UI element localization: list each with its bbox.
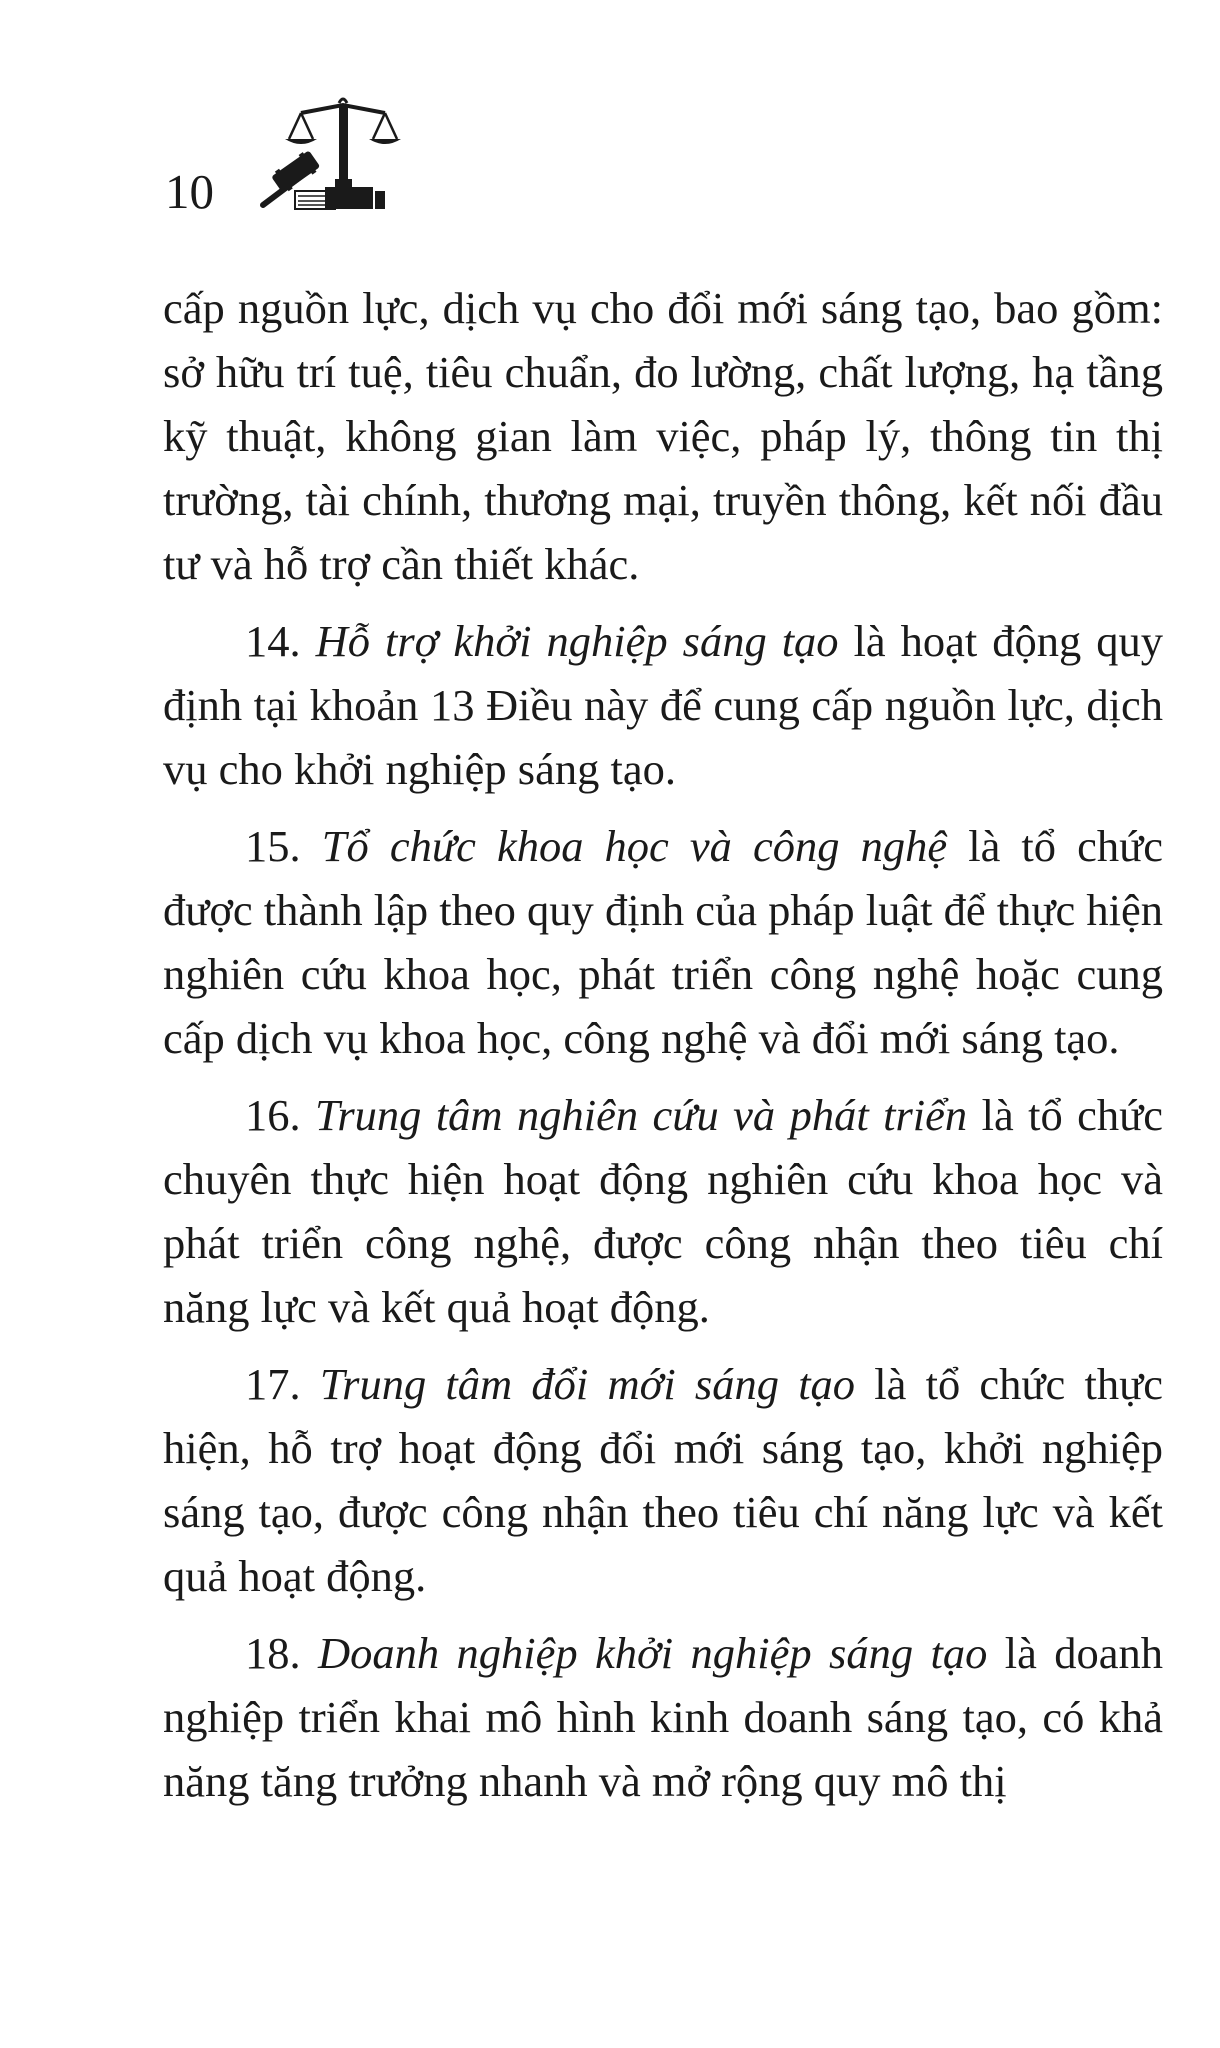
page-header [165,95,465,225]
clause-number: 17. [245,1359,301,1409]
paragraph-text: là tổ chức được thành lập theo quy định của pháp luật để thực hiện nghiên cứu khoa học, phát triển công nghệ hoặc cung cấp dịch vụ khoa học, công nghệ và đổi mới sáng tạo. [163,821,1164,1063]
paragraph-text: cấp nguồn lực, dịch vụ cho đổi mới sáng tạo, bao gồm: sở hữu trí tuệ, tiêu chuẩn, đo lường, chất lượng, hạ tầng kỹ thuật, không gian làm việc, pháp lý, thông tin thị trường, tài chính, thương mại, truyền thông, kết nối đầu tư và hỗ trợ cần thiết khác. [163,283,1163,589]
paragraph-13-continuation [163,276,1163,596]
defined-term: Tổ chức khoa học và công nghệ [321,821,948,871]
defined-term: Hỗ trợ khởi nghiệp sáng tạo [315,616,839,666]
clause-number: 15. [245,821,301,871]
paragraph-text: là tổ chức chuyên thực hiện hoạt động nghiên cứu khoa học và phát triển công nghệ, được công nhận theo tiêu chí năng lực và kết quả hoạt động. [163,1090,1164,1332]
paragraph-15 [163,814,1163,1070]
paragraph-18 [163,1621,1163,1813]
document-body [163,276,1163,1813]
defined-term: Trung tâm đổi mới sáng tạo [319,1359,856,1409]
paragraph-14 [163,609,1163,801]
clause-number: 14. [245,616,301,666]
defined-term: Doanh nghiệp khởi nghiệp sáng tạo [318,1628,988,1678]
scales-and-gavel-icon [243,95,443,215]
clause-number: 16. [245,1090,301,1140]
paragraph-17 [163,1352,1163,1608]
defined-term: Trung tâm nghiên cứu và phát triển [315,1090,968,1140]
paragraph-text: là hoạt động quy định tại khoản 13 Điều này để cung cấp nguồn lực, dịch vụ cho khởi nghiệp sáng tạo. [163,616,1164,794]
paragraph-text: là doanh nghiệp triển khai mô hình kinh doanh sáng tạo, có khả năng tăng trưởng nhanh và mở rộng quy mô thị [163,1628,1164,1806]
clause-number: 18. [245,1628,301,1678]
paragraph-text: là tổ chức thực hiện, hỗ trợ hoạt động đổi mới sáng tạo, khởi nghiệp sáng tạo, được công nhận theo tiêu chí năng lực và kết quả hoạt động. [163,1359,1164,1601]
paragraph-16 [163,1083,1163,1339]
page-number: 10 [165,164,214,219]
